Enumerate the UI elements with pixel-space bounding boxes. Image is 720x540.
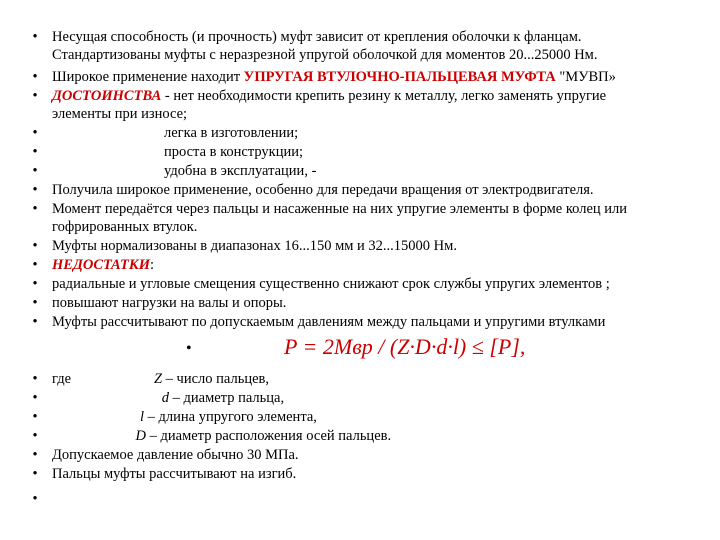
definition: – длина упругого элемента, (144, 409, 317, 425)
bullet: • (32, 182, 38, 198)
text-line: проста в конструкции; (164, 144, 304, 160)
text-line: Момент передаётся через пальцы и насаженные на них упругие элементы в форме колец или (52, 201, 628, 217)
text-line: Муфты нормализованы в диапазонах 16...150 мм и 32...15000 Нм. (52, 238, 457, 254)
text-line: Муфты рассчитывают по допускаемым давлениям между пальцами и упругими втулками (52, 314, 606, 330)
bullet: • (186, 340, 192, 357)
text-line: удобна в эксплуатации, - (164, 163, 317, 179)
bullet: • (32, 69, 38, 85)
bullet: • (32, 88, 38, 104)
text-line: легка в изготовлении; (164, 125, 299, 141)
text-line: элементы при износе; (52, 106, 188, 122)
symbol: Z (153, 371, 163, 387)
bullet: • (32, 295, 38, 311)
bullet: • (32, 238, 38, 254)
bullet: • (32, 201, 38, 217)
bullet: • (32, 390, 38, 406)
definition: – диаметр пальца, (169, 390, 285, 406)
text-line: Допускаемое давление обычно 30 МПа. (52, 447, 299, 463)
formula-row (0, 334, 720, 362)
definition: – число пальцев, (162, 371, 269, 387)
bullet: • (32, 125, 38, 141)
bullet: • (32, 314, 38, 330)
text-line: Стандартизованы муфты с неразрезной упругой оболочкой для моментов 20...25000 Нм. (52, 47, 598, 63)
bullet: • (32, 409, 38, 425)
text-fragment: : (150, 257, 155, 273)
bullet: • (32, 163, 38, 179)
text-fragment: Широкое применение находит (52, 69, 244, 85)
symbol: d (161, 390, 169, 406)
bullet: • (32, 371, 38, 387)
text-line (52, 68, 702, 86)
highlight-title: УПРУГАЯ ВТУЛОЧНО-ПАЛЬЦЕВАЯ МУФТА (243, 69, 556, 85)
text-line: повышают нагрузки на валы и опоры. (52, 295, 287, 311)
bullet: • (32, 428, 38, 444)
disadvantages-heading: НЕДОСТАТКИ (52, 257, 151, 273)
text-line (52, 389, 702, 407)
bullet: • (32, 276, 38, 292)
text-line: гофрированных втулок. (52, 219, 198, 235)
bullet: • (32, 491, 38, 507)
text-fragment: - нет необходимости крепить резину к металлу, легко заменять упругие (161, 88, 607, 104)
bullet: • (32, 29, 38, 45)
text-fragment: "МУВП» (555, 69, 616, 85)
bullet: • (32, 466, 38, 482)
text-line (52, 370, 702, 388)
text-line (52, 408, 702, 426)
bullet: • (32, 257, 38, 273)
advantages-heading: ДОСТОИНСТВА (52, 88, 162, 104)
text-line: Несущая способность (и прочность) муфт зависит от крепления оболочки к фланцам. (52, 29, 582, 45)
text-line: Пальцы муфты рассчитывают на изгиб. (52, 466, 297, 482)
text-line (52, 256, 702, 274)
definition: – диаметр расположения осей пальцев. (146, 428, 392, 444)
bullet: • (32, 144, 38, 160)
text-line: Получила широкое применение, особенно для передачи вращения от электродвигателя. (52, 182, 594, 198)
formula: P = 2Mвр / (Z·D·d·l) ≤ [P], (284, 334, 526, 359)
where-label: где (52, 371, 72, 387)
symbol: l (139, 409, 144, 425)
text-line: радиальные и угловые смещения существенно снижают срок службы упругих элементов ; (52, 276, 610, 292)
bullet: • (32, 447, 38, 463)
symbol: D (135, 428, 146, 444)
text-line (52, 87, 702, 105)
text-line (52, 427, 702, 445)
